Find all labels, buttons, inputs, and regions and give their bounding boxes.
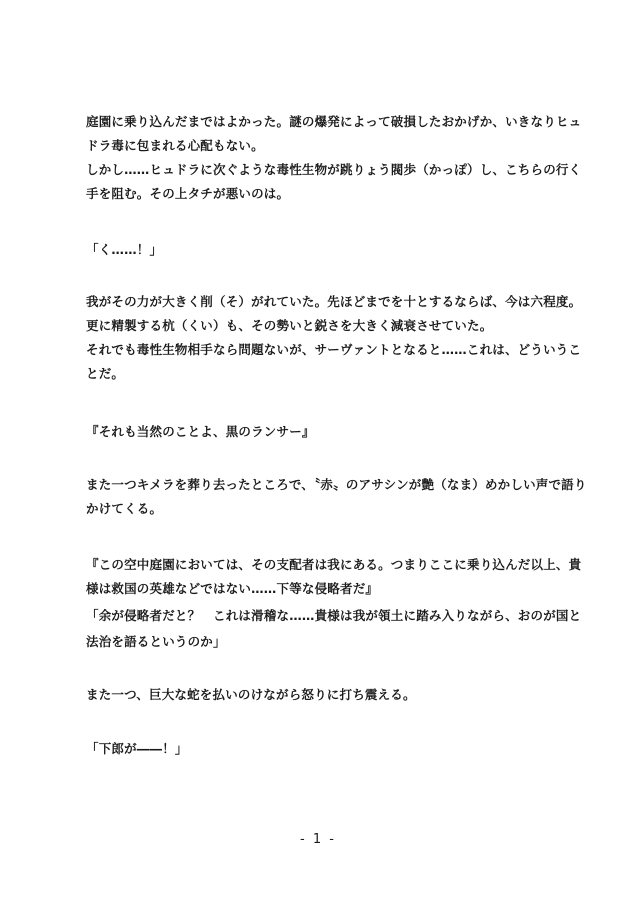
body-line: 『それも当然のことよ、黒のランサー』 [86, 424, 315, 439]
body-line: また一つキメラを葬り去ったところで、〝赤〟のアサシンが艶（なま）めかしい声で語り [86, 477, 587, 492]
body-line: とだ。 [86, 366, 125, 381]
body-line: また一つ、巨大な蛇を払いのけながら怒りに打ち震える。 [86, 687, 416, 702]
body-line: 我がその力が大きく削（そ）がれていた。先ほどまでを十とするならば、今は六程度。 [86, 294, 582, 309]
body-line: 法治を語るというのか」 [86, 634, 226, 649]
body-line: 「く……！」 [86, 242, 163, 257]
body-line: 庭園に乗り込んだまではよかった。謎の爆発によって破損したおかげか、いきなりヒュ [86, 114, 582, 129]
body-line: 手を阻む。その上タチが悪いのは。 [86, 186, 290, 201]
body-line: 『この空中庭園においては、その支配者は我にある。つまりここに乗り込んだ以上、貴 [86, 557, 582, 572]
body-line: それでも毒性生物相手なら問題ないが、サーヴァントとなると……これは、どういうこ [86, 342, 582, 357]
body-line: しかし……ヒュドラに次ぐような毒性生物が跳りょう閥歩（かっぽ）し、こちらの行く [86, 162, 582, 177]
body-line: ドラ毒に包まれる心配もない。 [86, 138, 264, 153]
body-line: 様は救国の英雄などではない……下等な侵略者だ』 [86, 581, 379, 596]
body-line: 更に精製する杭（くい）も、その勢いと鋭さを大きく減衰させていた。 [86, 318, 493, 333]
body-line: かけてくる。 [86, 501, 163, 516]
body-line: 「余が侵略者だと？ これは滑稽な……貴様は我が領土に踏み入りながら、おのが国と [86, 608, 582, 623]
page-number: - 1 - [300, 832, 336, 847]
body-line: 「下郎が――！」 [86, 741, 188, 756]
